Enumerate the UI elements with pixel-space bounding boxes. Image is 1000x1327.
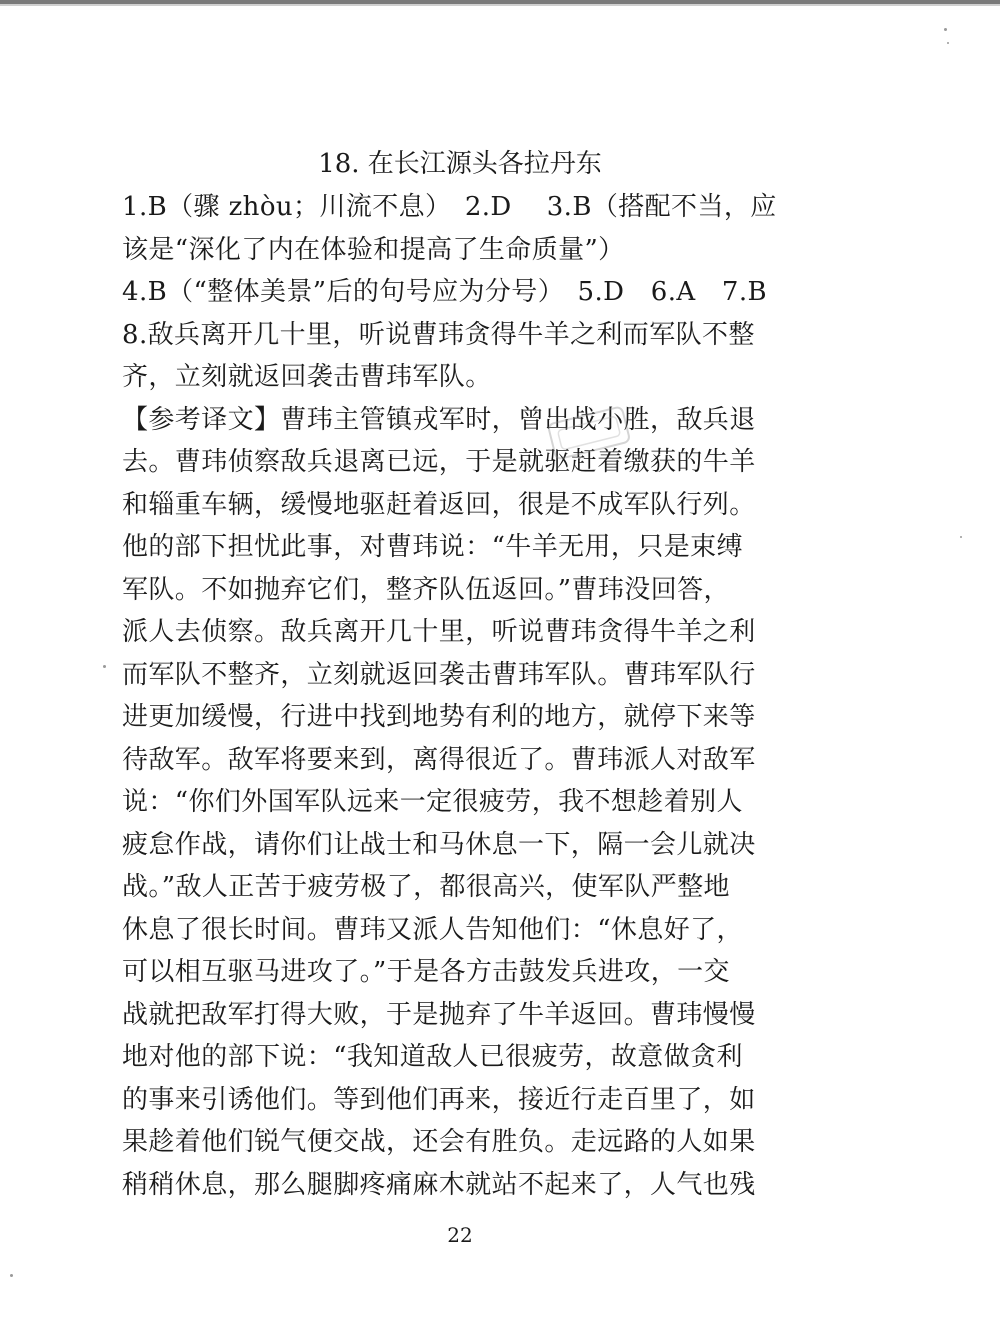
text-line: 的事来引诱他们。等到他们再来，接近行走百里了，如	[122, 1084, 756, 1115]
text-line: 1.B（骤 zhòu；川流不息） 2.D 3.B（搭配不当，应	[122, 192, 777, 222]
text-line: 地对他的部下说：“我知道敌人已很疲劳，故意做贪利	[122, 1042, 743, 1072]
scan-top-shadow	[0, 4, 1000, 6]
text-line: 可以相互驱马进攻了。”于是各方击鼓发兵进攻，一交	[122, 957, 730, 987]
text-line: 待敌军。敌军将要来到，离得很近了。曹玮派人对敌军	[122, 744, 756, 775]
text-line: 果趁着他们锐气便交战，还会有胜负。走远路的人如果	[122, 1127, 756, 1157]
text-line: 该是“深化了内在体验和提高了生命质量”）	[122, 234, 625, 265]
text-line: 进更加缓慢，行进中找到地势有利的地方，就停下来等	[122, 702, 756, 732]
text-line: 疲怠作战，请你们让战士和马休息一下，隔一会儿就决	[122, 829, 756, 860]
watermark-stamp	[545, 405, 633, 461]
text-line: 军队。不如抛弃它们，整齐队伍返回。”曹玮没回答，	[122, 574, 730, 605]
text-line: 战就把敌军打得大败，于是抛弃了牛羊返回。曹玮慢慢	[122, 999, 756, 1030]
text-line: 休息了很长时间。曹玮又派人告知他们：“休息好了，	[122, 914, 743, 945]
text-line: 齐，立刻就返回袭击曹玮军队。	[122, 362, 492, 392]
text-line: 说：“你们外国军队远来一定很疲劳，我不想趁着别人	[122, 787, 743, 817]
scan-speck	[944, 28, 947, 31]
text-line: 和辎重车辆，缓慢地驱赶着返回，很是不成军队行列。	[122, 489, 756, 520]
scan-speck	[947, 42, 949, 44]
scan-speck	[103, 665, 106, 668]
text-line: 8.敌兵离开几十里，听说曹玮贪得牛羊之利而军队不整	[122, 319, 755, 350]
text-line: 4.B（“整体美景”后的句号应为分号） 5.D 6.A 7.B	[122, 277, 768, 307]
text-line: 去。曹玮侦察敌兵退离已远，于是就驱赶着缴获的牛羊	[122, 447, 756, 477]
answer-body	[122, 186, 802, 1206]
page-title: 18. 在长江源头各拉丹东	[318, 149, 602, 179]
scan-speck	[10, 1274, 13, 1277]
page-number: 22	[447, 1223, 473, 1247]
text-line: 派人去侦察。敌兵离开几十里，听说曹玮贪得牛羊之利	[122, 617, 756, 647]
scan-speck	[960, 536, 962, 538]
text-line: 战。”敌人正苦于疲劳极了，都很高兴，使军队严整地	[122, 872, 730, 902]
text-line: 【参考译文】曹玮主管镇戎军时，曾出战小胜，敌兵退	[122, 404, 756, 435]
text-line: 他的部下担忧此事，对曹玮说：“牛羊无用，只是束缚	[122, 532, 743, 562]
text-line: 而军队不整齐，立刻就返回袭击曹玮军队。曹玮军队行	[122, 659, 756, 690]
text-line: 稍稍休息，那么腿脚疼痛麻木就站不起来了，人气也残	[122, 1169, 756, 1200]
